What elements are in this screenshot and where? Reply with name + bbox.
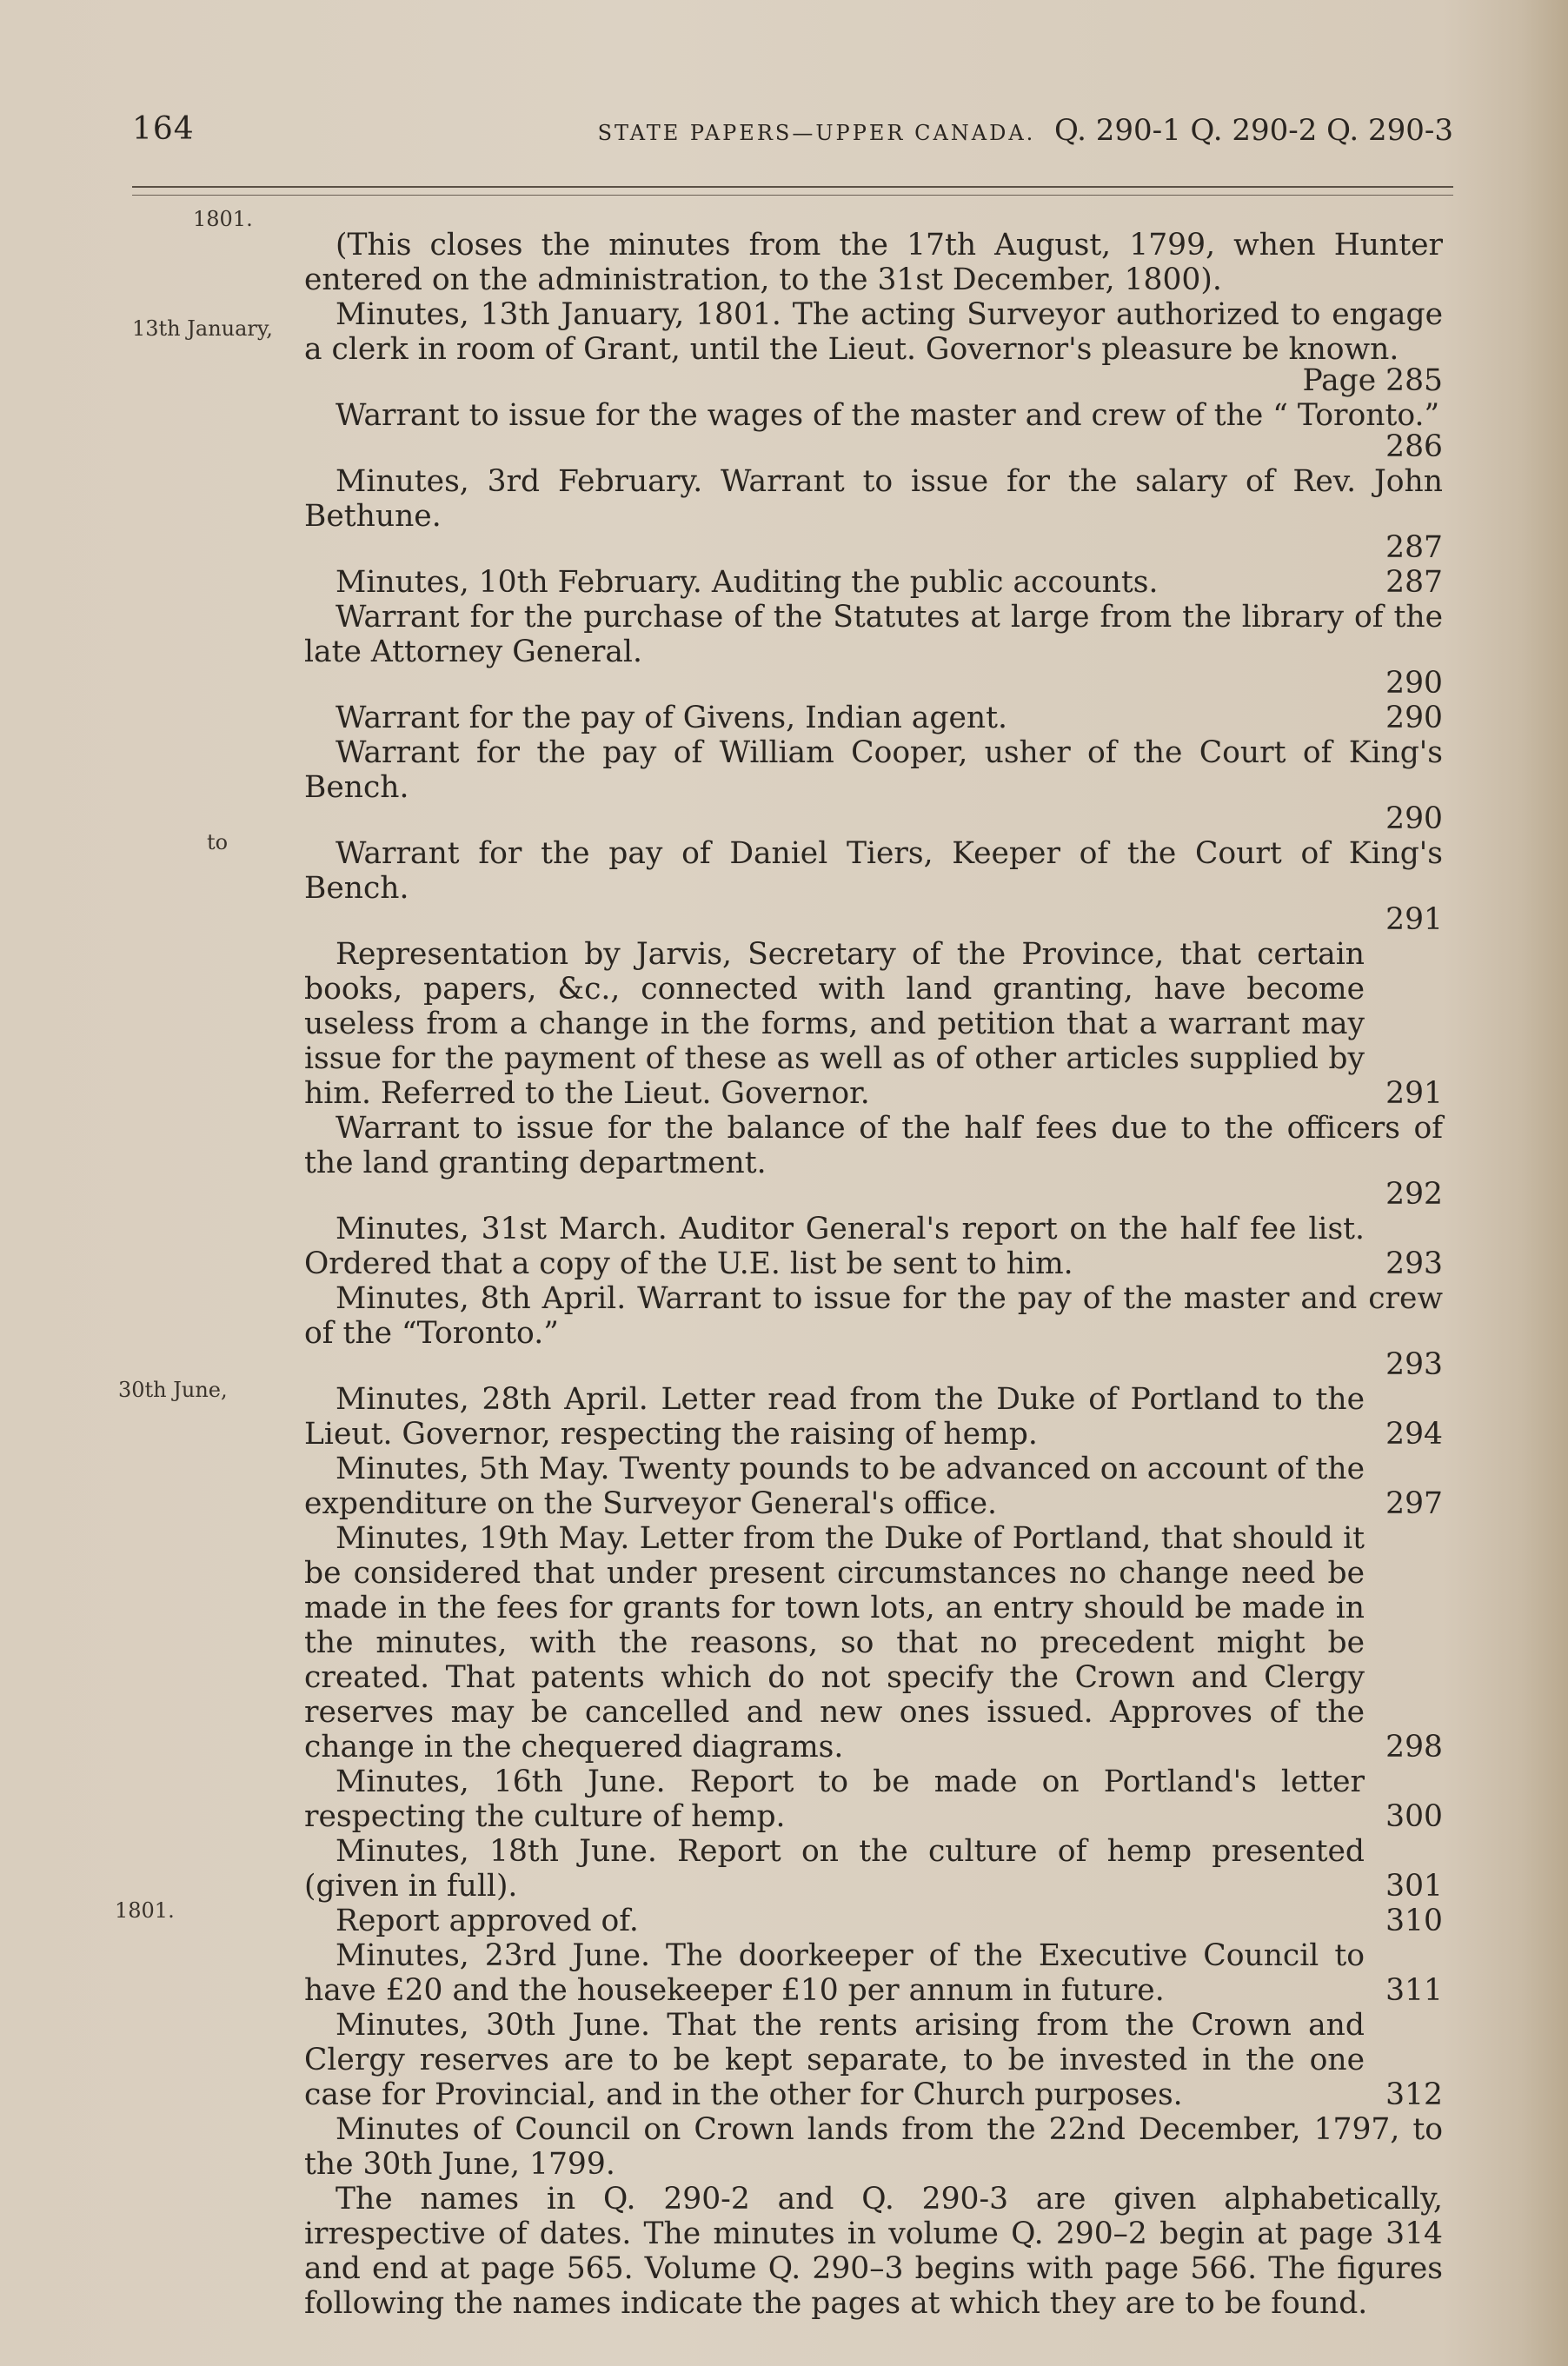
entry-page-ref: 290 xyxy=(1385,666,1443,701)
entry xyxy=(304,600,1443,701)
entry xyxy=(304,464,1443,565)
entry xyxy=(304,1452,1443,1521)
margin-date-end: 30th June, xyxy=(118,1378,228,1402)
entry-text: Minutes, 13th January, 1801. The acting Surveyor authorized to engage a clerk in room of Grant, until the Lieut. Governor's pleasure be known. xyxy=(304,297,1443,367)
entry xyxy=(304,836,1443,937)
entry-text: Warrant for the pay of Givens, Indian agent. xyxy=(336,701,1007,735)
entry-page-ref: 287 xyxy=(1385,565,1443,600)
entry-text: Minutes, 3rd February. Warrant to issue for the salary of Rev. John Bethune. xyxy=(304,464,1443,534)
entry-text: Minutes, 31st March. Auditor General's report on the half fee list. Ordered that a copy of the U.E. list be sent to him. xyxy=(304,1212,1365,1281)
entry xyxy=(304,1834,1443,1904)
entry xyxy=(304,1521,1443,1765)
entry-text: Minutes, 30th June. That the rents arising from the Crown and Clergy reserves are to be kept separate, to be invested in the one case for Provincial, and in the other for Church purposes. xyxy=(304,2008,1365,2112)
entry-page-ref: 290 xyxy=(1385,701,1443,735)
entry-page-ref: 287 xyxy=(1385,530,1443,565)
entry-text: Warrant for the pay of Daniel Tiers, Keeper of the Court of King's Bench. xyxy=(304,836,1443,906)
entry-text: The names in Q. 290-2 and Q. 290-3 are given alphabetically, irrespective of dates. The minutes in volume Q. 290–2 begin at page 314 and end at page 565. Volume Q. 290–3 begins with page 566. The figures following the names indicate the pages at which they are to be found. xyxy=(304,2182,1443,2321)
entry-page-ref: 301 xyxy=(1385,1869,1443,1904)
entry xyxy=(304,2008,1443,2112)
entry xyxy=(304,1212,1443,1281)
entry-page-ref: 291 xyxy=(1385,1076,1443,1111)
entry-text: (This closes the minutes from the 17th August, 1799, when Hunter entered on the administration, to the 31st December, 1800). xyxy=(304,228,1443,297)
entry xyxy=(304,701,1443,735)
margin-date-to: to xyxy=(207,830,229,854)
document-body xyxy=(304,228,1443,2321)
entry-page-ref: 297 xyxy=(1385,1486,1443,1521)
entry-text: Minutes, 18th June. Report on the culture of hemp presented (given in full). xyxy=(304,1834,1365,1904)
entry-text: Warrant for the purchase of the Statutes at large from the library of the late Attorney General. xyxy=(304,600,1443,669)
entry xyxy=(304,1904,1443,1938)
entry-page-ref: 293 xyxy=(1385,1246,1443,1281)
entry-page-ref: 291 xyxy=(1385,902,1443,937)
entry-text: Minutes, 5th May. Twenty pounds to be advanced on account of the expenditure on the Surveyor General's office. xyxy=(304,1452,1365,1521)
entry-page-ref: 312 xyxy=(1385,2077,1443,2112)
entry-text: Minutes, 8th April. Warrant to issue for the pay of the master and crew of the “Toronto.” xyxy=(304,1281,1443,1351)
entry-page-ref: 294 xyxy=(1385,1417,1443,1452)
entry-page-ref: 300 xyxy=(1385,1799,1443,1834)
entry xyxy=(304,1765,1443,1834)
entry xyxy=(304,735,1443,836)
entry xyxy=(304,1382,1443,1452)
entry xyxy=(304,1111,1443,1212)
entry-page-ref: 293 xyxy=(1385,1347,1443,1382)
entry xyxy=(304,1938,1443,2008)
entry xyxy=(304,228,1443,297)
page-header xyxy=(132,111,1453,163)
entry xyxy=(304,398,1443,464)
margin-date-year: 1801. xyxy=(193,207,253,231)
entry-text: Minutes, 16th June. Report to be made on Portland's letter respecting the culture of hemp. xyxy=(304,1765,1365,1834)
entry xyxy=(304,565,1443,600)
entry-text: Minutes, 28th April. Letter read from the Duke of Portland to the Lieut. Governor, respecting the raising of hemp. xyxy=(304,1382,1365,1452)
entry-text: Minutes of Council on Crown lands from the 22nd December, 1797, to the 30th June, 1799. xyxy=(304,2112,1443,2182)
entry-text: Warrant for the pay of William Cooper, usher of the Court of King's Bench. xyxy=(304,735,1443,805)
entry-page-ref: 298 xyxy=(1385,1730,1443,1765)
entry xyxy=(304,2182,1443,2321)
entry-page-ref: 290 xyxy=(1385,801,1443,836)
entry-text: Warrant to issue for the balance of the half fees due to the officers of the land granting department. xyxy=(304,1111,1443,1180)
running-head-title: STATE PAPERS—UPPER CANADA. xyxy=(597,121,1036,145)
running-head-references: Q. 290-1 Q. 290-2 Q. 290-3 xyxy=(1053,113,1453,148)
entry-text: Minutes, 10th February. Auditing the public accounts. xyxy=(336,565,1159,600)
margin-date-start: 13th January, xyxy=(132,316,273,341)
entry-text: Minutes, 19th May. Letter from the Duke of Portland, that should it be considered that under present circumstances no change need be made in the fees for grants for town lots, an entry should be made in the minutes, with the reasons, so that no precedent might be created. That patents which do not specify the Crown and Clergy reserves may be cancelled and new ones issued. Approves of the change in the chequered diagrams. xyxy=(304,1521,1365,1765)
entry xyxy=(304,937,1443,1111)
entry-text: Representation by Jarvis, Secretary of the Province, that certain books, papers, &c., connected with land granting, have become useless from a change in the forms, and petition that a warrant may issue for the payment of these as well as of other articles supplied by him. Referred to the Lieut. Governor. xyxy=(304,937,1365,1111)
entry xyxy=(304,1281,1443,1382)
entry xyxy=(304,297,1443,398)
entry-page-ref: 292 xyxy=(1385,1177,1443,1212)
entry-page-ref: 286 xyxy=(1385,429,1443,464)
header-rule xyxy=(132,186,1453,188)
entry-text: Minutes, 23rd June. The doorkeeper of the Executive Council to have £20 and the housekeeper £10 per annum in future. xyxy=(304,1938,1365,2008)
entry xyxy=(304,2112,1443,2182)
entry-text: Warrant to issue for the wages of the master and crew of the “ Toronto.” xyxy=(336,398,1440,433)
header-rule-thin xyxy=(132,195,1453,196)
entry-page-ref: 311 xyxy=(1385,1973,1443,2008)
page-number: 164 xyxy=(132,111,195,147)
entry-text: Report approved of. xyxy=(336,1904,639,1938)
margin-date-year-end: 1801. xyxy=(115,1898,175,1923)
running-head xyxy=(598,113,1453,148)
entry-page-ref: Page 285 xyxy=(1302,363,1443,398)
entry-page-ref: 310 xyxy=(1385,1904,1443,1938)
